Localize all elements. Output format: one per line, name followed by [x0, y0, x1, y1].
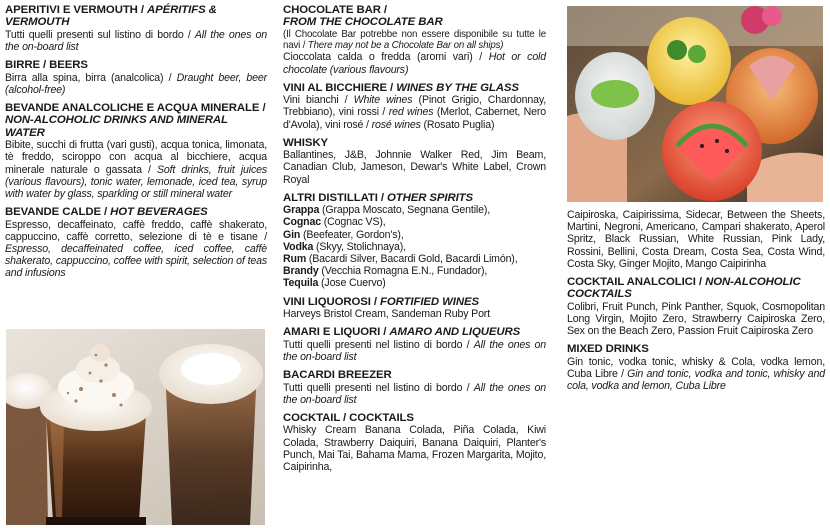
section-body: Cioccolata calda o fredda (aromi vari) / — [283, 51, 489, 64]
wine-text: Vini bianchi / — [283, 94, 354, 107]
section-body-en: All the ones on the on-board list — [283, 381, 546, 406]
section-body-en: Draught beer, beer (alcohol-free) — [5, 71, 267, 96]
section-body: Ballantines, J&B, Johnnie Walker Red, Jim Beam, Canadian Club, Jameson, Dewar's White Label, Crown Royal — [283, 149, 546, 186]
section-title-en: FORTIFIED WINES — [380, 295, 479, 308]
section-mixed-drinks — [567, 343, 825, 392]
section-title: BEVANDE CALDE / — [5, 206, 111, 219]
section-title: COCKTAIL ANALCOLICI / — [567, 276, 706, 289]
section-cocktails — [283, 412, 546, 473]
section-amari — [283, 326, 546, 363]
section-body: Harveys Bristol Cream, Sandeman Ruby Port — [283, 308, 490, 321]
section-title: AMARI E LIQUORI / — [283, 326, 390, 339]
wine-text: (Pinot Grigio, Chardonnay, Trebbiano), vini rossi / — [283, 94, 546, 119]
section-body: Birra alla spina, birra (analcolica) / — [5, 71, 177, 84]
section-title: VINI AL BICCHIERE / — [283, 81, 397, 94]
spirit-item: Brandy (Vecchia Romagna E.N., Fundador), — [283, 265, 488, 278]
section-body-en: Soft drinks, fruit juices (various flavours), tonic water, lemonade, iced tea, syrup with water by glass, sparkling or still mineral water — [5, 163, 267, 201]
section-title: CHOCOLATE BAR / — [283, 4, 387, 16]
cocktails-photo — [567, 6, 823, 202]
section-bacardi-breezer — [283, 369, 546, 406]
section-body: Tutti quelli presenti nel listino di bordo / — [283, 381, 474, 394]
section-fortified-wines — [283, 296, 546, 321]
spirit-item: Grappa (Grappa Moscato, Segnana Gentile), — [283, 204, 491, 217]
section-analcoliche — [5, 102, 267, 200]
spirit-item: Tequila (Jose Cuervo) — [283, 277, 386, 290]
menu-column-middle — [283, 4, 546, 479]
menu-column-left — [5, 4, 267, 286]
wine-text-en: red wines — [388, 106, 434, 119]
section-title: ALTRI DISTILLATI / — [283, 191, 387, 204]
section-bevande-calde — [5, 206, 267, 279]
section-body: Bibite, succhi di frutta (vari gusti), acqua tonica, limonata, tè freddo, sciroppo con acqua al bicchiere, acqua minerale naturale o gassata / — [5, 139, 267, 176]
hot-chocolate-photo — [6, 329, 265, 525]
section-title-en: FROM THE CHOCOLATE BAR — [283, 16, 443, 29]
section-aperitivi — [5, 4, 267, 53]
section-title: WHISKY — [283, 136, 328, 149]
section-body-en: Espresso, decaffeinated coffee, iced coffee, caffè shakerato, cappuccino, coffee with spirit, selection of teas and infusions — [5, 243, 267, 280]
availability-note-en: There may not be a Chocolate Bar on all ships) — [307, 40, 504, 52]
section-title-en: NON-ALCOHOLIC COCKTAILS — [567, 276, 801, 301]
section-cocktails-continued — [567, 209, 825, 270]
wine-text-en: rosé wines — [371, 118, 421, 131]
section-title: BACARDI BREEZER — [283, 369, 392, 382]
section-spirits — [283, 192, 546, 290]
section-body-en: Hot or cold chocolate (various flavours) — [283, 51, 547, 76]
section-whisky — [283, 137, 546, 186]
section-birre — [5, 59, 267, 96]
section-title: BIRRE / BEERS — [5, 59, 88, 72]
section-body-en: All the ones on the on-board list — [5, 28, 267, 54]
section-title-en: WINES BY THE GLASS — [396, 81, 519, 94]
section-wines — [283, 82, 546, 131]
section-body: Tutti quelli presenti sul listino di bordo / — [5, 28, 195, 41]
section-body: Espresso, decaffeinato, caffè freddo, caffè shakerato, cappuccino, caffè corretto, selezione di tè e tisane / — [5, 218, 267, 243]
section-title-en: OTHER SPIRITS — [386, 191, 474, 204]
section-analcolici — [567, 276, 825, 337]
wine-text-en: White wines — [353, 94, 413, 107]
section-body: Colibri, Fruit Punch, Pink Panther, Squok, Cosmopolitan Long Virgin, Mojito Zero, Strawberry Caipiroska Zero, Sex on the Beach Zero, Passion Fruit Caipiroska Zero — [567, 300, 825, 338]
section-title: COCKTAIL / COCKTAILS — [283, 411, 414, 424]
wine-text: (Merlot, Cabernet, Nero d'Avola), vini rosé / — [283, 106, 547, 131]
section-body-en: All the ones on the on-board list — [283, 338, 546, 363]
cocktails-illustration — [567, 6, 823, 202]
section-body: Tutti quelli presenti nel listino di bordo / — [283, 338, 474, 351]
section-body: Gin tonic, vodka tonic, whisky & Cola, vodka lemon, Cuba Libre / — [567, 355, 825, 381]
section-title-en: NON-ALCOHOLIC DRINKS AND MINERAL WATER — [5, 114, 228, 139]
spirit-item: Cognac (Cognac VS), — [283, 216, 386, 229]
section-body-en: Gin and tonic, vodka and tonic, whisky and cola, vodka and lemon, Cuba Libre — [567, 368, 825, 393]
section-chocolate-bar — [283, 4, 546, 76]
spirit-item: Vodka (Skyy, Stolichnaya), — [283, 240, 406, 253]
section-body: Caipiroska, Caipirissima, Sidecar, Between the Sheets, Martini, Negroni, Americano, Campari shakerato, Aperol Spritz, Black Russian, White Russian, Pink Lady, Rossini, Bellini, Costa Dream, Costa Sea, Costa Wind, Costa Sky, Ginger Mojito, Mango Caipirinha — [567, 209, 825, 270]
spirit-item: Rum (Bacardi Silver, Bacardi Gold, Bacardi Limón), — [283, 253, 518, 266]
hot-chocolate-illustration — [6, 329, 265, 525]
section-title-en: HOT BEVERAGES — [110, 206, 208, 219]
availability-note: (Il Chocolate Bar potrebbe non essere disponibile su tutte le navi / — [283, 28, 546, 52]
section-title-en: AMARO AND LIQUEURS — [389, 326, 521, 339]
spirit-item: Gin (Beefeater, Gordon's), — [283, 228, 404, 241]
section-title-en: APÉRITIFS & VERMOUTH — [5, 4, 217, 29]
wine-text: (Rosato Puglia) — [420, 118, 495, 131]
section-title: VINI LIQUOROSI / — [283, 295, 381, 308]
section-title: BEVANDE ANALCOLICHE E ACQUA MINERALE / — [5, 102, 266, 115]
section-title: MIXED DRINKS — [567, 343, 649, 356]
section-body: Whisky Cream Banana Colada, Piña Colada, Kiwi Colada, Strawberry Daiquiri, Banana Daiquiri, Planter's Punch, Mai Tai, Bahama Mama, Frozen Margarita, Mojito, Caipirinha, — [283, 424, 546, 473]
section-title: APERITIVI E VERMOUTH / — [5, 4, 147, 16]
